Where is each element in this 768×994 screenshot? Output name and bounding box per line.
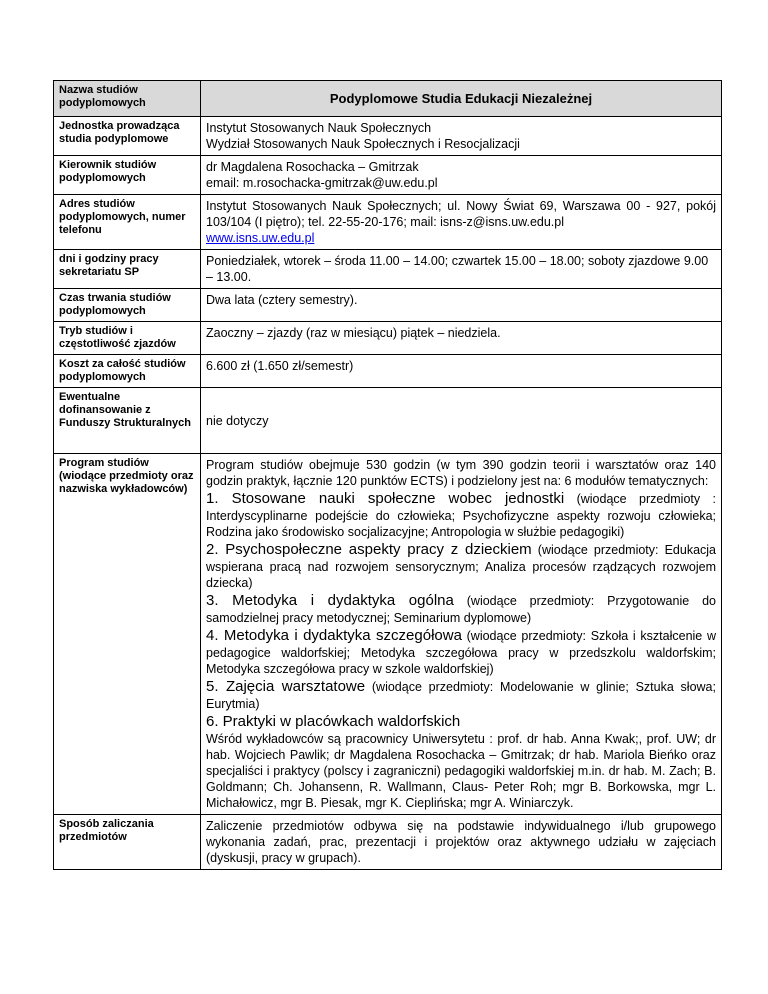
- row-duration: [54, 289, 722, 322]
- value-duration: Dwa lata (cztery semestry).: [201, 289, 722, 322]
- row-funding: [54, 388, 722, 454]
- program-lecturers: Wśród wykładowców są pracownicy Uniwersytetu : prof. dr hab. Anna Kwak;, prof. UW; dr hab. Wojciech Pawlik; dr Magdalena Rosochacka – Gmitrzak; dr hab. Mariola Bieńko oraz specjaliści i praktycy (polscy i zagraniczni) pedagogiki waldorfskiej m.in. dr hab. M. Zach; B. Goldmann; Ch. Johansenn, R. Wallmann, Claus- Peter Roh; mgr B. Borkowska, mgr L. Michałowicz, mgr B. Piesak, mgr K. Cieplińska; mgr A. Winiarczyk.: [206, 732, 716, 810]
- row-hours: [54, 250, 722, 289]
- row-cost: [54, 355, 722, 388]
- address-text: Instytut Stosowanych Nauk Społecznych; ul. Nowy Świat 69, Warszawa 00 - 927, pokój 103/104 (I piętro); tel. 22-55-20-176; mail: isns-z@isns.uw.edu.pl: [206, 199, 716, 229]
- module-5: [206, 677, 716, 712]
- module-6: [206, 712, 716, 731]
- label-hours: dni i godziny pracy sekretariatu SP: [54, 250, 201, 289]
- module-4-details: (wiodące przedmioty: Szkoła i kształcenie w pedagogice waldorfskiej; Metodyka szczegółowa pracy w przedszkolu waldorfskim; Metodyka szczegółowa pracy w szkole waldorfskiej): [206, 629, 716, 676]
- module-4-title: 4. Metodyka i dydaktyka szczegółowa: [206, 627, 462, 644]
- value-hours: Poniedziałek, wtorek – środa 11.00 – 14.00; czwartek 15.00 – 18.00; soboty zjazdowe 9.00 – 13.00.: [201, 250, 722, 289]
- label-funding: Ewentualne dofinansowanie z Funduszy Strukturalnych: [54, 388, 201, 454]
- director-name: dr Magdalena Rosochacka – Gmitrzak: [206, 160, 419, 174]
- module-5-details: (wiodące przedmioty: Modelowanie w glinie; Sztuka słowa; Eurytmia): [206, 680, 716, 711]
- label-mode: Tryb studiów i częstotliwość zjazdów: [54, 322, 201, 355]
- value-funding: nie dotyczy: [201, 388, 722, 454]
- module-1-details: (wiodące przedmioty : Interdyscyplinarne podejście do człowieka; Psychofizyczne aspekty rozwoju człowieka; Rodzina jako środowisko socjalizacyjne; Antropologia w służbie pedagogiki): [206, 492, 717, 539]
- row-unit: [54, 117, 722, 156]
- row-program: [54, 454, 722, 815]
- unit-line-2: Wydział Stosowanych Nauk Społecznych i Resocjalizacji: [206, 137, 520, 151]
- module-1-title: 1. Stosowane nauki społeczne wobec jednostki: [206, 490, 565, 507]
- module-5-title: 5. Zajęcia warsztatowe: [206, 678, 366, 695]
- value-program: [201, 454, 722, 815]
- label-assessment: Sposób zaliczania przedmiotów: [54, 815, 201, 870]
- row-name: [54, 81, 722, 117]
- label-cost: Koszt za całość studiów podyplomowych: [54, 355, 201, 388]
- row-director: [54, 156, 722, 195]
- unit-line-1: Instytut Stosowanych Nauk Społecznych: [206, 121, 432, 135]
- label-duration: Czas trwania studiów podyplomowych: [54, 289, 201, 322]
- value-unit: [201, 117, 722, 156]
- label-director: Kierownik studiów podyplomowych: [54, 156, 201, 195]
- module-3-title: 3. Metodyka i dydaktyka ogólna: [206, 592, 454, 609]
- label-name: Nazwa studiów podyplomowych: [54, 81, 201, 117]
- module-6-title: 6. Praktyki w placówkach waldorfskich: [206, 713, 461, 730]
- value-mode: Zaoczny – zjazdy (raz w miesiącu) piątek – niedziela.: [201, 322, 722, 355]
- module-1: [206, 489, 716, 540]
- value-cost: 6.600 zł (1.650 zł/semestr): [201, 355, 722, 388]
- label-program: Program studiów (wiodące przedmioty oraz nazwiska wykładowców): [54, 454, 201, 815]
- value-director: [201, 156, 722, 195]
- module-2-title: 2. Psychospołeczne aspekty pracy z dzieckiem: [206, 541, 532, 558]
- label-address: Adres studiów podyplomowych, numer telefonu: [54, 195, 201, 250]
- study-info-table: [53, 80, 722, 870]
- page-title: Podyplomowe Studia Edukacji Niezależnej: [201, 81, 722, 117]
- module-3: [206, 591, 716, 626]
- value-address: [201, 195, 722, 250]
- module-3-details: (wiodące przedmioty: Przygotowanie do samodzielnej pracy metodycznej; Seminarium dyplomowe): [206, 594, 716, 625]
- website-link[interactable]: www.isns.uw.edu.pl: [206, 231, 315, 245]
- row-mode: [54, 322, 722, 355]
- label-unit: Jednostka prowadząca studia podyplomowe: [54, 117, 201, 156]
- module-2: [206, 540, 716, 591]
- program-intro: Program studiów obejmuje 530 godzin (w tym 390 godzin teorii i warsztatów oraz 140 godzin praktyk, łącznie 120 punktów ECTS) i podzielony jest na: 6 modułów tematycznych:: [206, 458, 716, 488]
- row-address: [54, 195, 722, 250]
- module-4: [206, 626, 716, 677]
- value-assessment: Zaliczenie przedmiotów odbywa się na podstawie indywidualnego i/lub grupowego wykonania zadań, prac, prezentacji i projektów oraz aktywnego udziału w zajęciach (dyskusji, pracy w grupach).: [201, 815, 722, 870]
- module-2-details: (wiodące przedmioty: Edukacja wspierana pracą nad rozwojem sensorycznym; Analiza procesów rządzących rozwojem dziecka): [206, 543, 716, 590]
- row-assessment: [54, 815, 722, 870]
- director-email: email: m.rosochacka-gmitrzak@uw.edu.pl: [206, 176, 438, 190]
